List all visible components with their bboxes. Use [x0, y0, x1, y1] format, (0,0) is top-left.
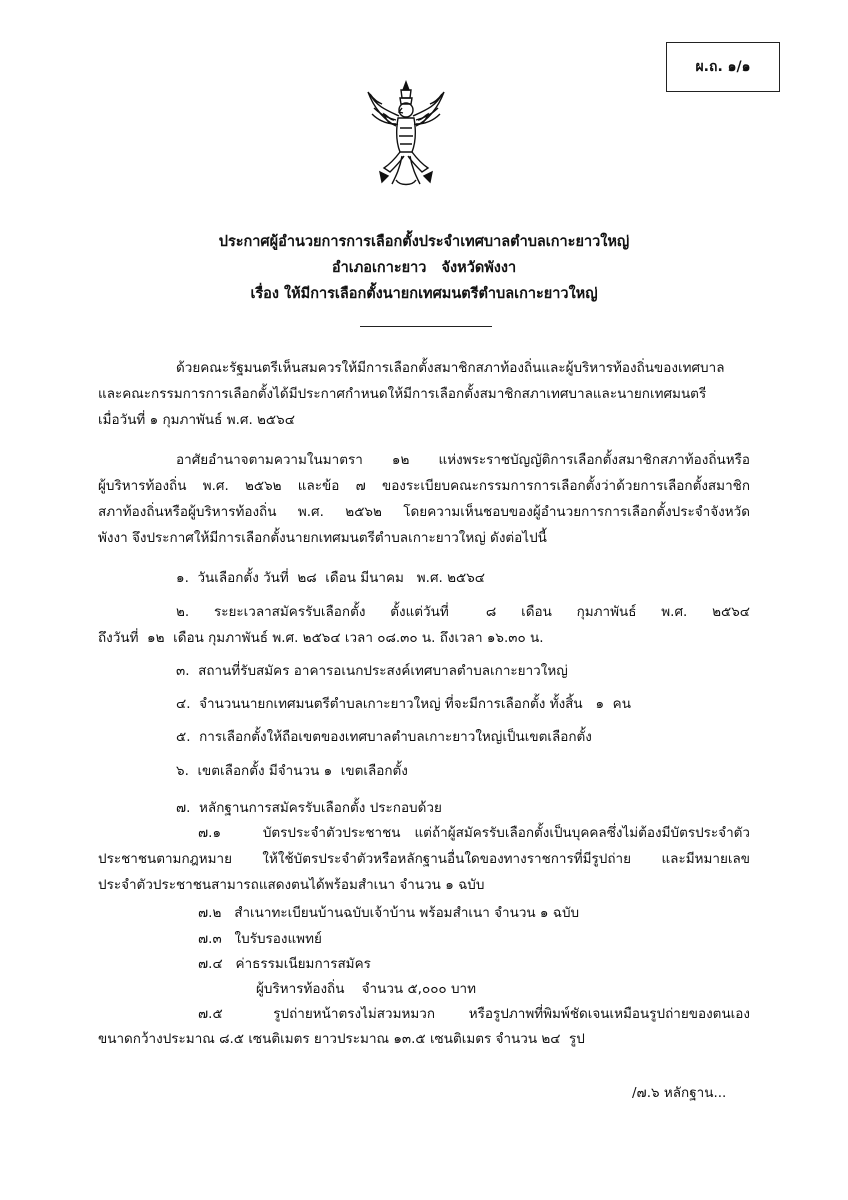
item-7-1-line3: ประจำตัวประชาชนสามารถแสดงตนได้พร้อมสำเนา จำนวน ๑ ฉบับ	[98, 877, 485, 893]
item-7-4: ๗.๔ ค่าธรรมเนียมการสมัคร	[198, 956, 371, 972]
item-3: ๓. สถานที่รับสมัคร อาคารอเนกประสงค์เทศบาลตำบลเกาะยาวใหญ่	[176, 663, 568, 679]
para2-line2: ผู้บริหารท้องถิ่น พ.ศ. ๒๕๖๒ และข้อ ๗ ของระเบียบคณะกรรมการการเลือกตั้งว่าด้วยการเลือกตั้งสมาชิก	[98, 478, 750, 494]
item-5: ๕. การเลือกตั้งให้ถือเขตของเทศบาลตำบลเกาะยาวใหญ่เป็นเขตเลือกตั้ง	[176, 729, 592, 745]
form-code: ผ.ถ. ๑/๑	[695, 59, 751, 75]
item-7-5-line2: ขนาดกว้างประมาณ ๘.๕ เซนติเมตร ยาวประมาณ ๑๓.๕ เซนติเมตร จำนวน ๒๔ รูป	[98, 1031, 585, 1047]
para2-line1: อาศัยอำนาจตามความในมาตรา ๑๒ แห่งพระราชบัญญัติการเลือกตั้งสมาชิกสภาท้องถิ่นหรือ	[176, 452, 750, 468]
para1-line2: และคณะกรรมการการเลือกตั้งได้มีประกาศกำหนดให้มีการเลือกตั้งสมาชิกสภาเทศบาลและนายกเทศมนตรี	[98, 386, 707, 402]
item-7-1-line2: ประชาชนตามกฎหมาย ให้ใช้บัตรประจำตัวหรือหลักฐานอื่นใดของทางราชการที่มีรูปถ่าย และมีหมายเลข	[98, 851, 750, 867]
item-2-line2: ถึงวันที่ ๑๒ เดือน กุมภาพันธ์ พ.ศ. ๒๕๖๔ เวลา ๐๘.๓๐ น. ถึงเวลา ๑๖.๓๐ น.	[98, 630, 544, 646]
garuda-emblem-icon	[366, 80, 446, 192]
form-code-box	[666, 42, 780, 92]
title-line-1: ประกาศผู้อำนวยการการเลือกตั้งประจำเทศบาลตำบลเกาะยาวใหญ่	[218, 234, 630, 250]
item-7-1-line1: ๗.๑ บัตรประจำตัวประชาชน แต่ถ้าผู้สมัครรับเลือกตั้งเป็นบุคคลซึ่งไม่ต้องมีบัตรประจำตัว	[198, 825, 750, 841]
item-7: ๗. หลักฐานการสมัครรับเลือกตั้ง ประกอบด้วย	[176, 800, 442, 816]
item-7-2: ๗.๒ สำเนาทะเบียนบ้านฉบับเจ้าบ้าน พร้อมสำเนา จำนวน ๑ ฉบับ	[198, 905, 580, 921]
para1-line1: ด้วยคณะรัฐมนตรีเห็นสมควรให้มีการเลือกตั้งสมาชิกสภาท้องถิ่นและผู้บริหารท้องถิ่นของเทศบาล	[176, 360, 725, 376]
title-subject: เรื่อง ให้มีการเลือกตั้งนายกเทศมนตรีตำบลเกาะยาวใหญ่	[250, 286, 598, 302]
item-4: ๔. จำนวนนายกเทศมนตรีตำบลเกาะยาวใหญ่ ที่จะมีการเลือกตั้ง ทั้งสิ้น ๑ คน	[176, 696, 631, 712]
title-line-2: อำเภอเกาะยาว จังหวัดพังงา	[331, 260, 517, 276]
item-2-line1: ๒. ระยะเวลาสมัครรับเลือกตั้ง ตั้งแต่วันที่ ๘ เดือน กุมภาพันธ์ พ.ศ. ๒๕๖๔	[176, 604, 750, 620]
item-1: ๑. วันเลือกตั้ง วันที่ ๒๘ เดือน มีนาคม พ.ศ. ๒๕๖๔	[176, 570, 486, 586]
para2-line3: สภาท้องถิ่นหรือผู้บริหารท้องถิ่น พ.ศ. ๒๕๖๒ โดยความเห็นชอบของผู้อำนวยการการเลือกตั้งประจำจังหวัด	[98, 504, 750, 520]
item-7-3: ๗.๓ ใบรับรองแพทย์	[198, 931, 322, 947]
para1-line3: เมื่อวันที่ ๑ กุมภาพันธ์ พ.ศ. ๒๕๖๔	[98, 412, 295, 428]
continuation-note: /๗.๖ หลักฐาน...	[632, 1085, 727, 1101]
item-7-5-line1: ๗.๕ รูปถ่ายหน้าตรงไม่สวมหมวก หรือรูปภาพที่พิมพ์ชัดเจนเหมือนรูปถ่ายของตนเอง	[198, 1006, 750, 1022]
title-divider	[360, 326, 492, 327]
para2-line4: พังงา จึงประกาศให้มีการเลือกตั้งนายกเทศมนตรีตำบลเกาะยาวใหญ่ ดังต่อไปนี้	[98, 530, 547, 546]
item-7-4-fee: ผู้บริหารท้องถิ่น จำนวน ๕,๐๐๐ บาท	[256, 981, 477, 997]
item-6: ๖. เขตเลือกตั้ง มีจำนวน ๑ เขตเลือกตั้ง	[176, 763, 408, 779]
